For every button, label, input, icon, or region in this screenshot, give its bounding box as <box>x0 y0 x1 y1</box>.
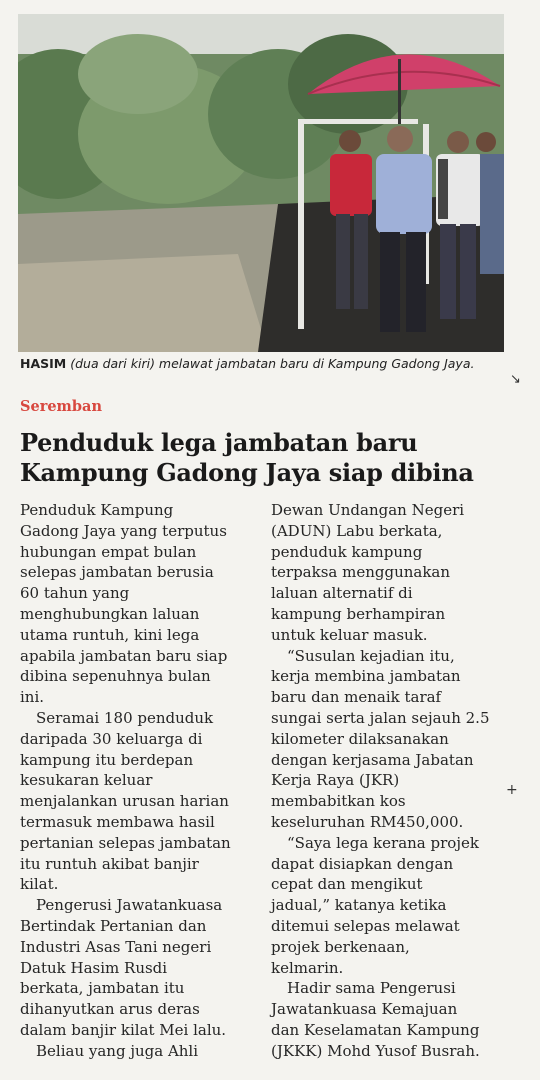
text-line: berkata, jambatan itu <box>20 979 185 998</box>
text-line: kilat. <box>20 875 59 894</box>
text-line: termasuk membawa hasil <box>20 812 215 831</box>
text-line: terpaksa menggunakan <box>271 563 451 582</box>
crosshair-mark: + <box>506 782 518 798</box>
article-paragraph <box>20 1041 252 1062</box>
text-line: kampung berhampiran <box>271 604 446 623</box>
article-paragraph <box>271 978 511 1061</box>
scan-mark: ↘ <box>510 372 521 387</box>
text-line: Pengerusi Jawatankuasa <box>36 896 223 915</box>
text-line: Dewan Undangan Negeri <box>271 501 465 519</box>
text-line: kerja membina jambatan <box>271 667 461 686</box>
article-paragraph <box>20 708 252 895</box>
article-column-2 <box>271 500 511 1062</box>
text-line: kelmarin. <box>271 958 344 977</box>
text-line: keseluruhan RM450,000. <box>271 812 464 831</box>
text-line: dalam banjir kilat Mei lalu. <box>20 1020 227 1039</box>
text-line: dengan kerjasama Jabatan <box>271 750 474 769</box>
text-line: dibina sepenuhnya bulan <box>20 667 211 686</box>
text-line: kilometer dilaksanakan <box>271 729 449 748</box>
text-line: utama runtuh, kini lega <box>20 625 200 644</box>
article-paragraph <box>271 833 511 979</box>
text-line: ini. <box>20 688 45 707</box>
article-paragraph <box>271 500 511 646</box>
text-line: pertanian selepas jambatan <box>20 833 231 852</box>
section-label: Seremban <box>20 398 102 415</box>
text-line: Hadir sama Pengerusi <box>287 979 456 998</box>
text-line: untuk keluar masuk. <box>271 625 428 644</box>
bridge-visit-illustration <box>18 14 504 352</box>
text-line: jadual,” katanya ketika <box>271 896 447 915</box>
text-line: “Susulan kejadian itu, <box>287 646 455 665</box>
text-line: Datuk Hasim Rusdi <box>20 958 168 977</box>
text-line: itu runtuh akibat banjir <box>20 854 199 873</box>
article-paragraph <box>271 646 511 833</box>
article-column-1 <box>20 500 252 1062</box>
headline <box>20 428 520 488</box>
text-line: Seramai 180 penduduk <box>36 708 214 727</box>
text-line: hubungan empat bulan <box>20 542 197 561</box>
text-line: “Saya lega kerana projek <box>287 833 479 852</box>
article-paragraph <box>20 895 252 1041</box>
headline-line: Kampung Gadong Jaya siap dibina <box>20 458 474 487</box>
text-line: Gadong Jaya yang terputus <box>20 521 227 540</box>
text-line: sungai serta jalan sejauh 2.5 <box>271 708 490 727</box>
text-line: (JKKK) Mohd Yusof Busrah. <box>271 1041 480 1060</box>
article-paragraph <box>20 500 252 708</box>
text-line: apabila jambatan baru siap <box>20 646 228 665</box>
text-line: Beliau yang juga Ahli <box>36 1041 199 1060</box>
text-line: menjalankan urusan harian <box>20 792 229 811</box>
text-line: Bertindak Pertanian dan <box>20 916 207 935</box>
text-line: 60 tahun yang <box>20 584 130 603</box>
text-line: menghubungkan laluan <box>20 604 200 623</box>
text-line: kampung itu berdepan <box>20 750 194 769</box>
caption-name: HASIM <box>20 356 67 371</box>
text-line: projek berkenaan, <box>271 937 410 956</box>
text-line: cepat dan mengikut <box>271 875 423 894</box>
text-line: Penduduk Kampung <box>20 501 174 519</box>
text-line: kesukaran keluar <box>20 771 153 790</box>
text-line: (ADUN) Labu berkata, <box>271 521 443 540</box>
news-photo <box>18 14 504 352</box>
text-line: baru dan menaik taraf <box>271 688 442 707</box>
text-line: selepas jambatan berusia <box>20 563 214 582</box>
text-line: daripada 30 keluarga di <box>20 729 203 748</box>
text-line: laluan alternatif di <box>271 584 413 603</box>
text-line: ditemui selepas melawat <box>271 916 460 935</box>
caption-text: (dua dari kiri) melawat jambatan baru di Kampung Gadong Jaya. <box>66 356 475 371</box>
text-line: dan Keselamatan Kampung <box>271 1020 480 1039</box>
text-line: penduduk kampung <box>271 542 423 561</box>
text-line: dihanyutkan arus deras <box>20 1000 200 1019</box>
headline-line: Penduduk lega jambatan baru <box>20 428 418 457</box>
text-line: Industri Asas Tani negeri <box>20 937 212 956</box>
text-line: Kerja Raya (JKR) <box>271 771 400 790</box>
photo-caption <box>20 356 510 371</box>
text-line: Jawatankuasa Kemajuan <box>271 1000 458 1019</box>
text-line: dapat disiapkan dengan <box>271 854 454 873</box>
text-line: membabitkan kos <box>271 792 406 811</box>
